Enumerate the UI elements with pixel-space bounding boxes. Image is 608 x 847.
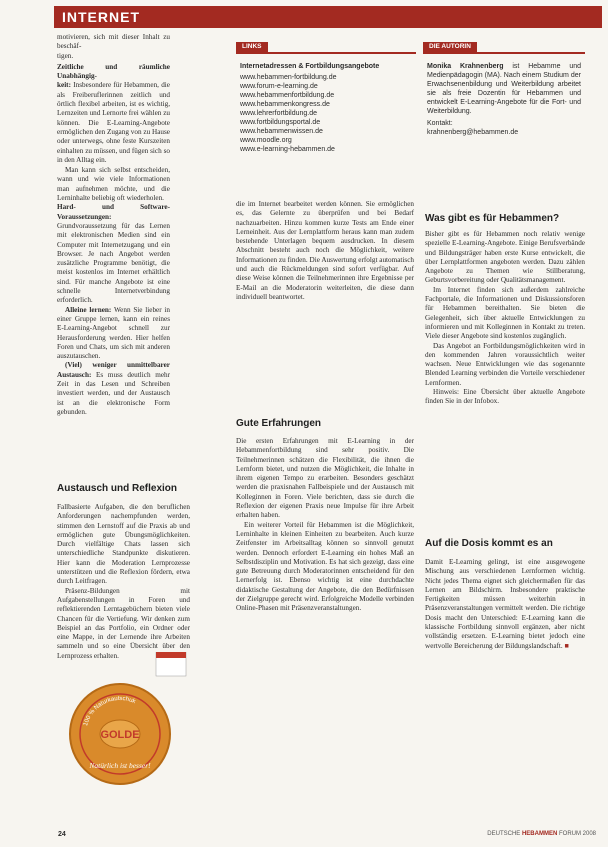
column-2-upper [236,200,414,415]
author-contact-label: Kontakt: [427,120,453,127]
column-2-lower [236,437,414,823]
body-voraussetzungen: Grundvoraussetzung für das Lernen mit elektronischen Medien sind ein Computer mit Internetzugang und ein Browser. Je nach Angebot werden zusätzliche Programme benötigt, die meist kostenlos im Internet erhältlich sind. Für manche Angebote ist eine schnelle Internetverbindung erforderlich. [57,221,170,305]
author-contact-email[interactable]: krahnenberg@hebammen.de [427,129,519,136]
lead-alleine: Alleine lernen: [65,305,112,314]
author-box-tab: DIE AUTORIN [423,42,477,53]
lead-austausch-weniger: (Viel) weniger unmittelbarer Austausch: [57,361,170,379]
link-item[interactable]: www.forum-e-learning.de [240,83,318,90]
link-item[interactable]: www.hebammenwissen.de [240,128,323,135]
heading-was-gibt-es: Was gibt es für Hebammen? [425,213,560,224]
links-box-heading: Internetadressen & Fortbildungsangebote [240,63,380,70]
paragraph-hinweis: Hinweis: Eine Übersicht über aktuelle Angebote finden Sie in der Infobox. [425,388,585,406]
paragraph-dosis [425,558,585,651]
heading-dosis: Auf die Dosis kommt es an [425,538,553,549]
link-item[interactable]: www.e-learning-hebammen.de [240,146,335,153]
paragraph-entscheidung: Man kann sich selbst entscheiden, wann und wie viele Informationen man aufnehmen möchte, und die Lerninhalte beliebig oft wiederholen. [57,166,170,203]
paragraph-fachportale: Im Internet finden sich außerdem zahlreiche Fachportale, die Informationen und Diskussionsforen für Hebammen bereithalten. Sie bieten die Gelegenheit, sich über aktuelle Entwicklungen zu informieren und mit Kolleginnen in Kontakt zu treten. Viele dieser Angebote sind kostenlos zugänglich. [425,285,585,341]
end-of-article-mark: ■ [564,641,569,650]
author-name: Monika Krahnenberg [427,63,504,70]
paragraph-vorteil: Ein weiterer Vorteil für Hebammen ist die Möglichkeit, Lerninhalte in kleinen Einheiten zu bearbeiten. Auch kurze Zeitfenster im Arbeitsalltag können so sinnvoll genutzt werden. Dennoch erfordert E-Learning ein hohes Maß an Selbstdisziplin und Motivation. Es hat sich gezeigt, dass eine gute Betreuung durch Moderatorinnen entscheidend für den Lernerfolg ist. Ebenso wichtig ist eine durchdachte didaktische Gestaltung der Angebote, die den Bedürfnissen der Zielgruppe gerecht wird. Erfolgreiche Modelle verbinden Online-Phasen mit Präsenzveranstaltungen. [236,520,414,613]
section-title: INTERNET [62,9,140,25]
author-box [423,43,585,191]
paragraph-fallbasiert: Fallbasierte Aufgaben, die den beruflichen Anforderungen nachempfunden werden, stimmen den Lernstoff auf die Praxis ab und ermöglichen gute Übungsmöglichkeiten. Durch vielfältige Chats lassen sich unterschiedliche Standpunkte diskutieren. Hier kann die Moderation Lernprozesse unterstützen und die Reflexion fördern, etwa durch Leitfragen. [57,503,190,586]
body-austausch-weniger: Es muss deutlich mehr Zeit in das Lesen und Schreiben investiert werden, und der Austausch ist an die elektronische Form gebunden. [57,370,170,416]
body-alleine: Wenn Sie lieber in einer Gruppe lernen, kann ein reines E-Learning-Angebot schnell zur Herausforderung werden. Hier helfen Foren und Chats, um sich mit anderen auszutauschen. [57,305,170,361]
column-3-lower [425,558,585,828]
link-item[interactable]: www.fortbildungsportal.de [240,119,321,126]
link-item[interactable]: www.lehrerfortbildung.de [240,110,318,117]
body-dosis: Damit E-Learning gelingt, ist eine ausgewogene Mischung aus verschiedenen Lernformen wichtig. Nicht jedes Thema eignet sich gleichermaßen für das Lernen am Bildschirm. Insbesondere praktische Fertigkeiten müssen weiterhin in Präsenzveranstaltungen vermittelt werden. Die richtige Dosis macht den Unterschied: E-Learning kann die klassische Fortbildung sinnvoll ergänzen, aber nicht vollständig ersetzen. E-Learning bietet jedoch eine wertvolle Bereicherung der Bildungslandschaft. [425,558,585,650]
lead-unabhaengigkeit: Zeitliche und räumliche Unabhängig- keit: [57,62,170,90]
link-item[interactable]: www.hebammenfortbildung.de [240,92,335,99]
author-bio: ist Hebamme und Medienpädagogin (MA). Nach einem Studium der Erwachsenenbildung und Weiterbildung arbeitet sie als freie Dozentin für Hebammen und entwickelt E-Learning-Angebote für die Fort- und Weiterbildung. [427,63,581,115]
author-box-body [427,62,581,137]
paragraph-praesenz: Präsenz-Bildungen mit Aufgabenstellungen in Foren und reflektierenden Lerntagebüchern bieten viele Chancen für die Vertiefung. Wir denken zum Beispiel an das Portfolio, ein Ordner oder eine Mappe, in der Lernende ihre Arbeiten sammeln und so eine Übersicht über den Lernprozess erhalten. [57,586,190,660]
paragraph-intro: motivieren, sich mit dieser Inhalt zu beschäf- tigen. [57,33,170,60]
journal-footer [487,831,596,837]
journal-issue: FORUM 2008 [558,831,596,837]
lead-voraussetzungen: Hard- und Software-Voraussetzungen: [57,203,170,221]
link-item[interactable]: www.hebammen-fortbildung.de [240,74,337,81]
link-item[interactable]: www.hebammenkongress.de [240,101,330,108]
links-box-body [240,62,412,154]
links-box [236,43,416,191]
journal-brand: HEBAMMEN [521,831,558,837]
paragraph-unabhaengigkeit [57,63,170,165]
body-unabhaengigkeit: Insbesondere für Hebammen, die als Freiberuflerinnen zeitlich und örtlich flexibel arbeiten, ist es wichtig, Lernzeiten und Lernorte frei wählen zu können. Die E-Learning-Angebote ermöglichen den Zugang von zu Hause oder unterwegs, ohne feste Kurszeiten einhalten zu müssen, und fügen sich so in den Alltag ein. [57,81,170,164]
column-3-upper [425,230,585,516]
badge-slogan-text: Natürlich ist besser! [89,761,151,770]
golde-pacifier-badge [60,652,192,786]
link-item[interactable]: www.moodle.org [240,137,292,144]
paragraph-alleine [57,306,170,362]
badge-brand-text: GOLDE [100,729,140,741]
paragraph-erfahrungen: Die ersten Erfahrungen mit E-Learning in der Hebammenfortbildung sind sehr positiv. Die Teilnehmerinnen schätzen die Flexibilität, die ihnen die Lernform bietet, und nutzen die Möglichkeit, die Inhalte in ihrem eigenen Tempo zu erarbeiten. Besonders geschätzt werden die praxisnahen Fallbeispiele und der Austausch mit Kolleginnen in Foren. Viele berichten, dass sie durch die Reflexion der eigenen Praxis neue Impulse für ihre Arbeit erhalten haben. [236,437,414,520]
paragraph-angebote: Bisher gibt es für Hebammen noch relativ wenige spezielle E-Learning-Angebote. Einige Berufsverbände und Bildungsträger haben erste Kurse entwickelt, die über Lernplattformen angeboten werden. Dazu zählen Angebote zu Themen wie Stillberatung, Geburtsvorbereitung oder Qualitätsmanagement. [425,230,585,285]
badge-ring-text: 100 % Naturkautschuk [83,695,137,727]
heading-austausch-reflexion: Austausch und Reflexion [57,483,178,494]
heading-gute-erfahrungen: Gute Erfahrungen [236,418,322,429]
paragraph-entwicklung: Das Angebot an Fortbildungsmöglichkeiten wird in den kommenden Jahren voraussichtlich weiter wachsen. Neue Entwicklungen wie das sogenannte Blended Learning verbinden die Vorteile verschiedener Lernformen. [425,341,585,387]
column-1-lower [57,503,190,660]
journal-prefix: DEUTSCHE [487,831,521,837]
page-number: 24 [58,831,66,838]
paragraph-aufgaben: die im Internet bearbeitet werden können. Sie ermöglichen es, das Gelernte zu überprüfen und bei Bedarf nachzuarbeiten. Hinzu kommen kurze Tests am Ende einer Lerneinheit. Aus der Lernplattform heraus kann man zudem bestehende Unterlagen bequem ausdrucken. In diesem Abschnitt besteht auch noch die Möglichkeit, weitere Informationen zu finden. Die Auswertung erfolgt automatisch und auch die Rückmeldungen sind sofort verfügbar. Auf diese Weise können die Teilnehmerinnen ihre Ergebnisse per E-Mail an die Moderatorin weiterleiten, die diese dann individuell beantwortet. [236,200,414,301]
paragraph-austausch-weniger [57,361,170,417]
paragraph-voraussetzungen [57,203,170,305]
links-box-tab: LINKS [236,42,268,53]
